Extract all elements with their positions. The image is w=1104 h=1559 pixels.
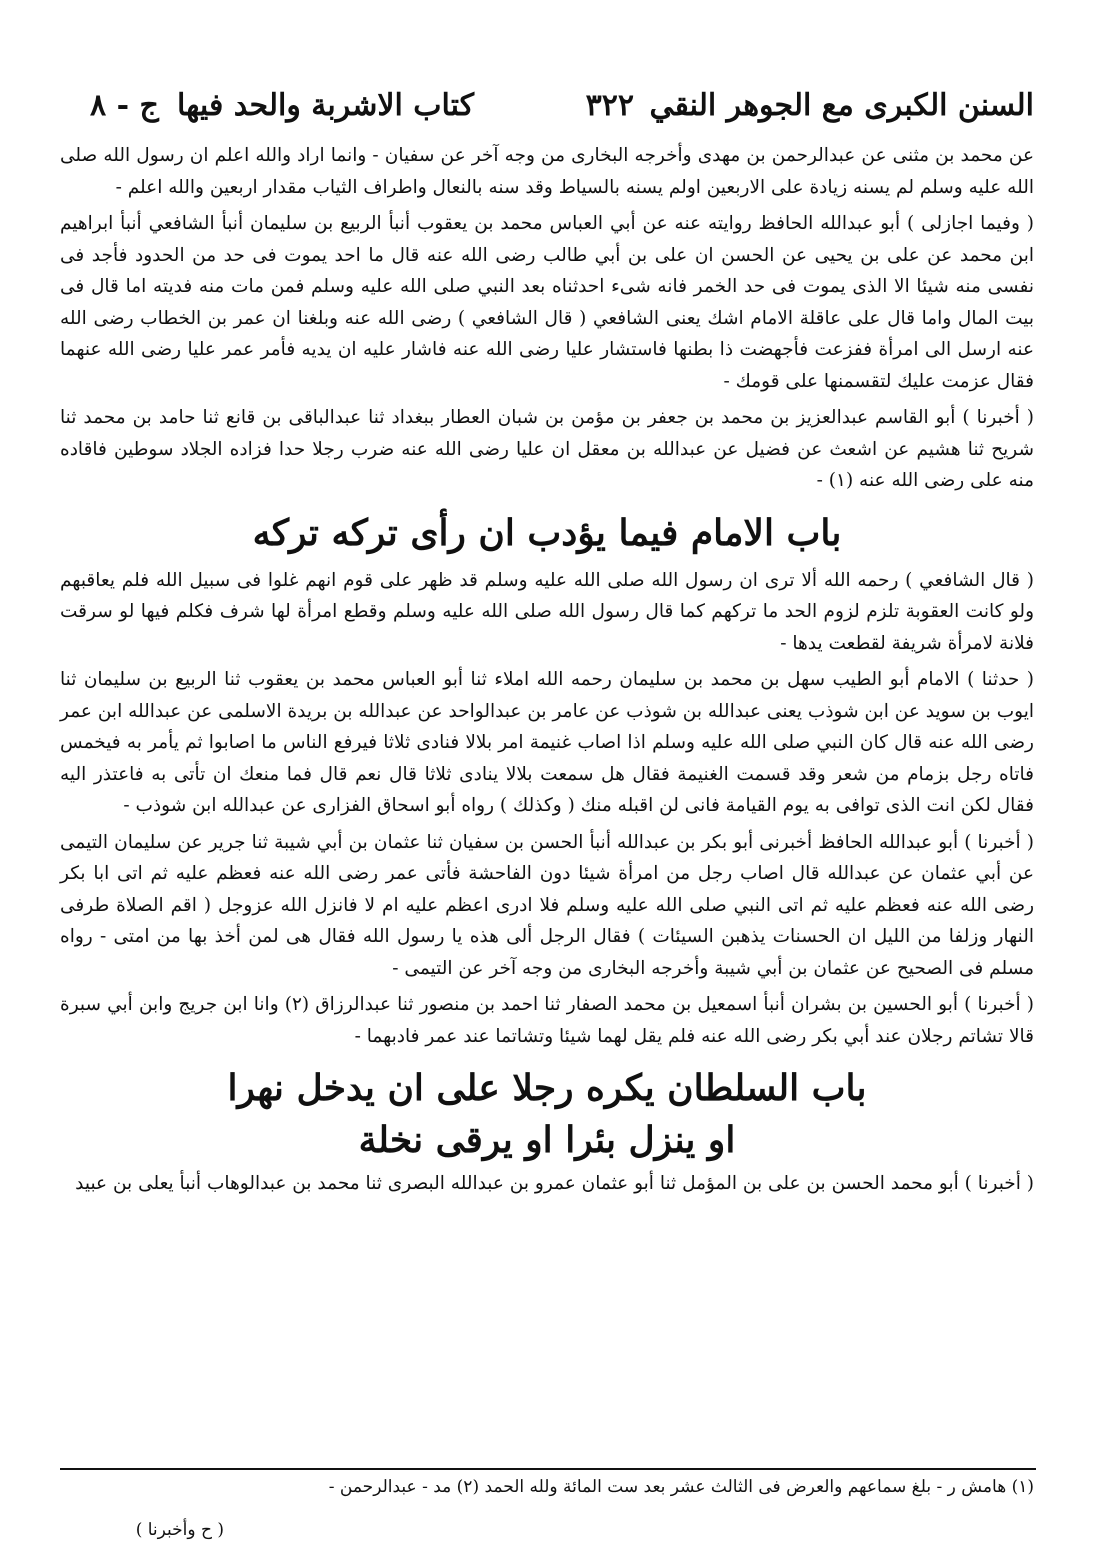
chapter-heading-line: او ينزل بئرا او يرقى نخلة [358,1119,736,1161]
chapter-heading [60,1062,1034,1166]
page-number: ٣٢٢ [585,88,634,123]
paragraph: ( قال الشافعي ) رحمه الله ألا ترى ان رسول الله صلى الله عليه وسلم قد ظهر على قوم انهم غلوا فى سبيل الله فلم يعاقبهم ولو كانت العقوبة تلزم لزوم الحد ما تركهم كما قال رسول الله صلى الله عليه وسلم وقطع امرأة لها شرف فكلم فيها لو سرقت فلانة لامرأة شريفة لقطعت يدها - [60,569,1034,654]
chapter-heading-line: باب السلطان يكره رجلا على ان يدخل نهرا [227,1067,867,1109]
paragraph: ( حدثنا ) الامام أبو الطيب سهل بن محمد بن سليمان رحمه الله املاء ثنا أبو العباس محمد بن يعقوب ثنا الربيع بن سليمان ثنا ايوب بن سويد عن ابن شوذب يعنى عبدالله بن شوذب عن عامر بن عبدالواحد عن عبدالله بن بريدة الاسلمى عن عبدالله ابن عمر رضى الله عنه قال كان النبي صلى الله عليه وسلم اذا اصاب غنيمة امر بلالا فنادى ثلاثا فيرفع الناس ما اصابوا ثم يأمر به فيخمس فاتاه رجل بزمام من شعر وقد قسمت الغنيمة فقال هل سمعت بلالا ينادى ثلاثا قال نعم قال فما منعك ان تأتى به فاعتذر اليه فقال لكن انت الذى توافى به يوم القيامة فانى لن اقبله منك ( وكذلك ) رواه أبو اسحاق الفزارى عن عبدالله ابن شوذب - [60,669,1034,816]
paragraph: عن محمد بن مثنى عن عبدالرحمن بن مهدى وأخرجه البخارى من وجه آخر عن سفيان - وانما اراد والله اعلم ان رسول الله صلى الله عليه وسلم لم يسنه زيادة على الاربعين اولم يسنه بالسياط وقد سنه بالنعال واطراف الثياب مقدار اربعين والله اعلم - [60,145,1034,198]
catchword: ( ح وأخبرنا ) [135,1520,224,1540]
book-title: السنن الكبرى مع الجوهر النقي [649,88,1034,123]
paragraph: ( وفيما اجازلى ) أبو عبدالله الحافظ روايته عنه عن أبي العباس محمد بن يعقوب أنبأ الربيع بن سليمان أنبأ الشافعي أنبأ ابراهيم ابن محمد عن على بن يحيى عن الحسن ان على بن أبي طالب رضى الله عنه قال ما احد يموت فى حد من الحدود فأجد فى نفسى منه شيئا الا الذى يموت فى حد الخمر فانه شىء احدثناه بعد النبي صلى الله عليه وسلم فمن مات منه فديته اما قال فى بيت المال واما قال على عاقلة الامام اشك يعنى الشافعي ( قال الشافعي ) رضى الله عنه وبلغنا ان عمر بن الخطاب رضى الله عنه ارسل الى امرأة ففزعت فأجهضت ذا بطنها فاستشار عليا رضى الله عنه فاشار عليه ان يديه فأمر عمر عليا رضى الله عنهما فقال عزمت عليك لتقسمنها على قومك - [60,213,1034,392]
chapter-heading: باب الامام فيما يؤدب ان رأى تركه تركه [252,511,842,554]
section-title: كتاب الاشربة والحد فيها [176,88,474,123]
paragraph: ( أخبرنا ) أبو الحسين بن بشران أنبأ اسمعيل بن محمد الصفار ثنا احمد بن منصور ثنا عبدالرزاق (٢) وانا ابن جريج وابن أبي سبرة قالا تشاتم رجلان عند أبي بكر رضى الله عنه فلم يقل لهما شيئا وتشاتما عند عمر فادبهما - [60,994,1034,1047]
footnote: (١) هامش ر - بلغ سماعهم والعرض فى الثالث عشر بعد ست المائة ولله الحمد (٢) مد - عبدالرحمن - [328,1477,1034,1497]
page-body [60,140,1034,1205]
page-footer [60,1466,1034,1500]
paragraph: ( أخبرنا ) أبو عبدالله الحافظ أخبرنى أبو بكر بن عبدالله أنبأ الحسن بن سفيان ثنا عثمان بن أبي شيبة ثنا جرير عن سليمان التيمى عن أبي عثمان عن عبدالله قال اصاب رجل من امرأة شيئا دون الفاحشة فأتى عمر رضى الله عنه فعظم عليه ثم اتى ابا بكر رضى الله عنه فعظم عليه ثم اتى النبي صلى الله عليه وسلم فلا ادرى اعظم عليه ام لا فانزل الله عزوجل ( اقم الصلاة طرفى النهار وزلفا من الليل ان الحسنات يذهبن السيئات ) فقال الرجل ألى هذه يا رسول الله فقال هى لمن أخذ بها من امتى - رواه مسلم فى الصحيح عن عثمان بن أبي شيبة وأخرجه البخارى من وجه آخر عن التيمى - [60,831,1034,979]
paragraph: ( أخبرنا ) أبو القاسم عبدالعزيز بن محمد بن جعفر بن مؤمن بن شبان العطار ببغداد ثنا عبدالباقى بن قانع ثنا حامد بن محمد ثنا شريح ثنا هشيم عن اشعث عن فضيل عن عبدالله بن معقل ان عليا رضى الله عنه ضرب رجلا حدا فزاده الجلاد سوطين فاقاده منه على رضى الله عنه (١) - [60,407,1034,491]
volume-label: ج - ٨ [90,88,159,123]
paragraph: ( أخبرنا ) أبو محمد الحسن بن على بن المؤمل ثنا أبو عثمان عمرو بن عبدالله البصرى ثنا محمد بن عبدالوهاب أنبأ يعلى بن عبيد [75,1173,1034,1194]
page-header [90,88,1034,128]
